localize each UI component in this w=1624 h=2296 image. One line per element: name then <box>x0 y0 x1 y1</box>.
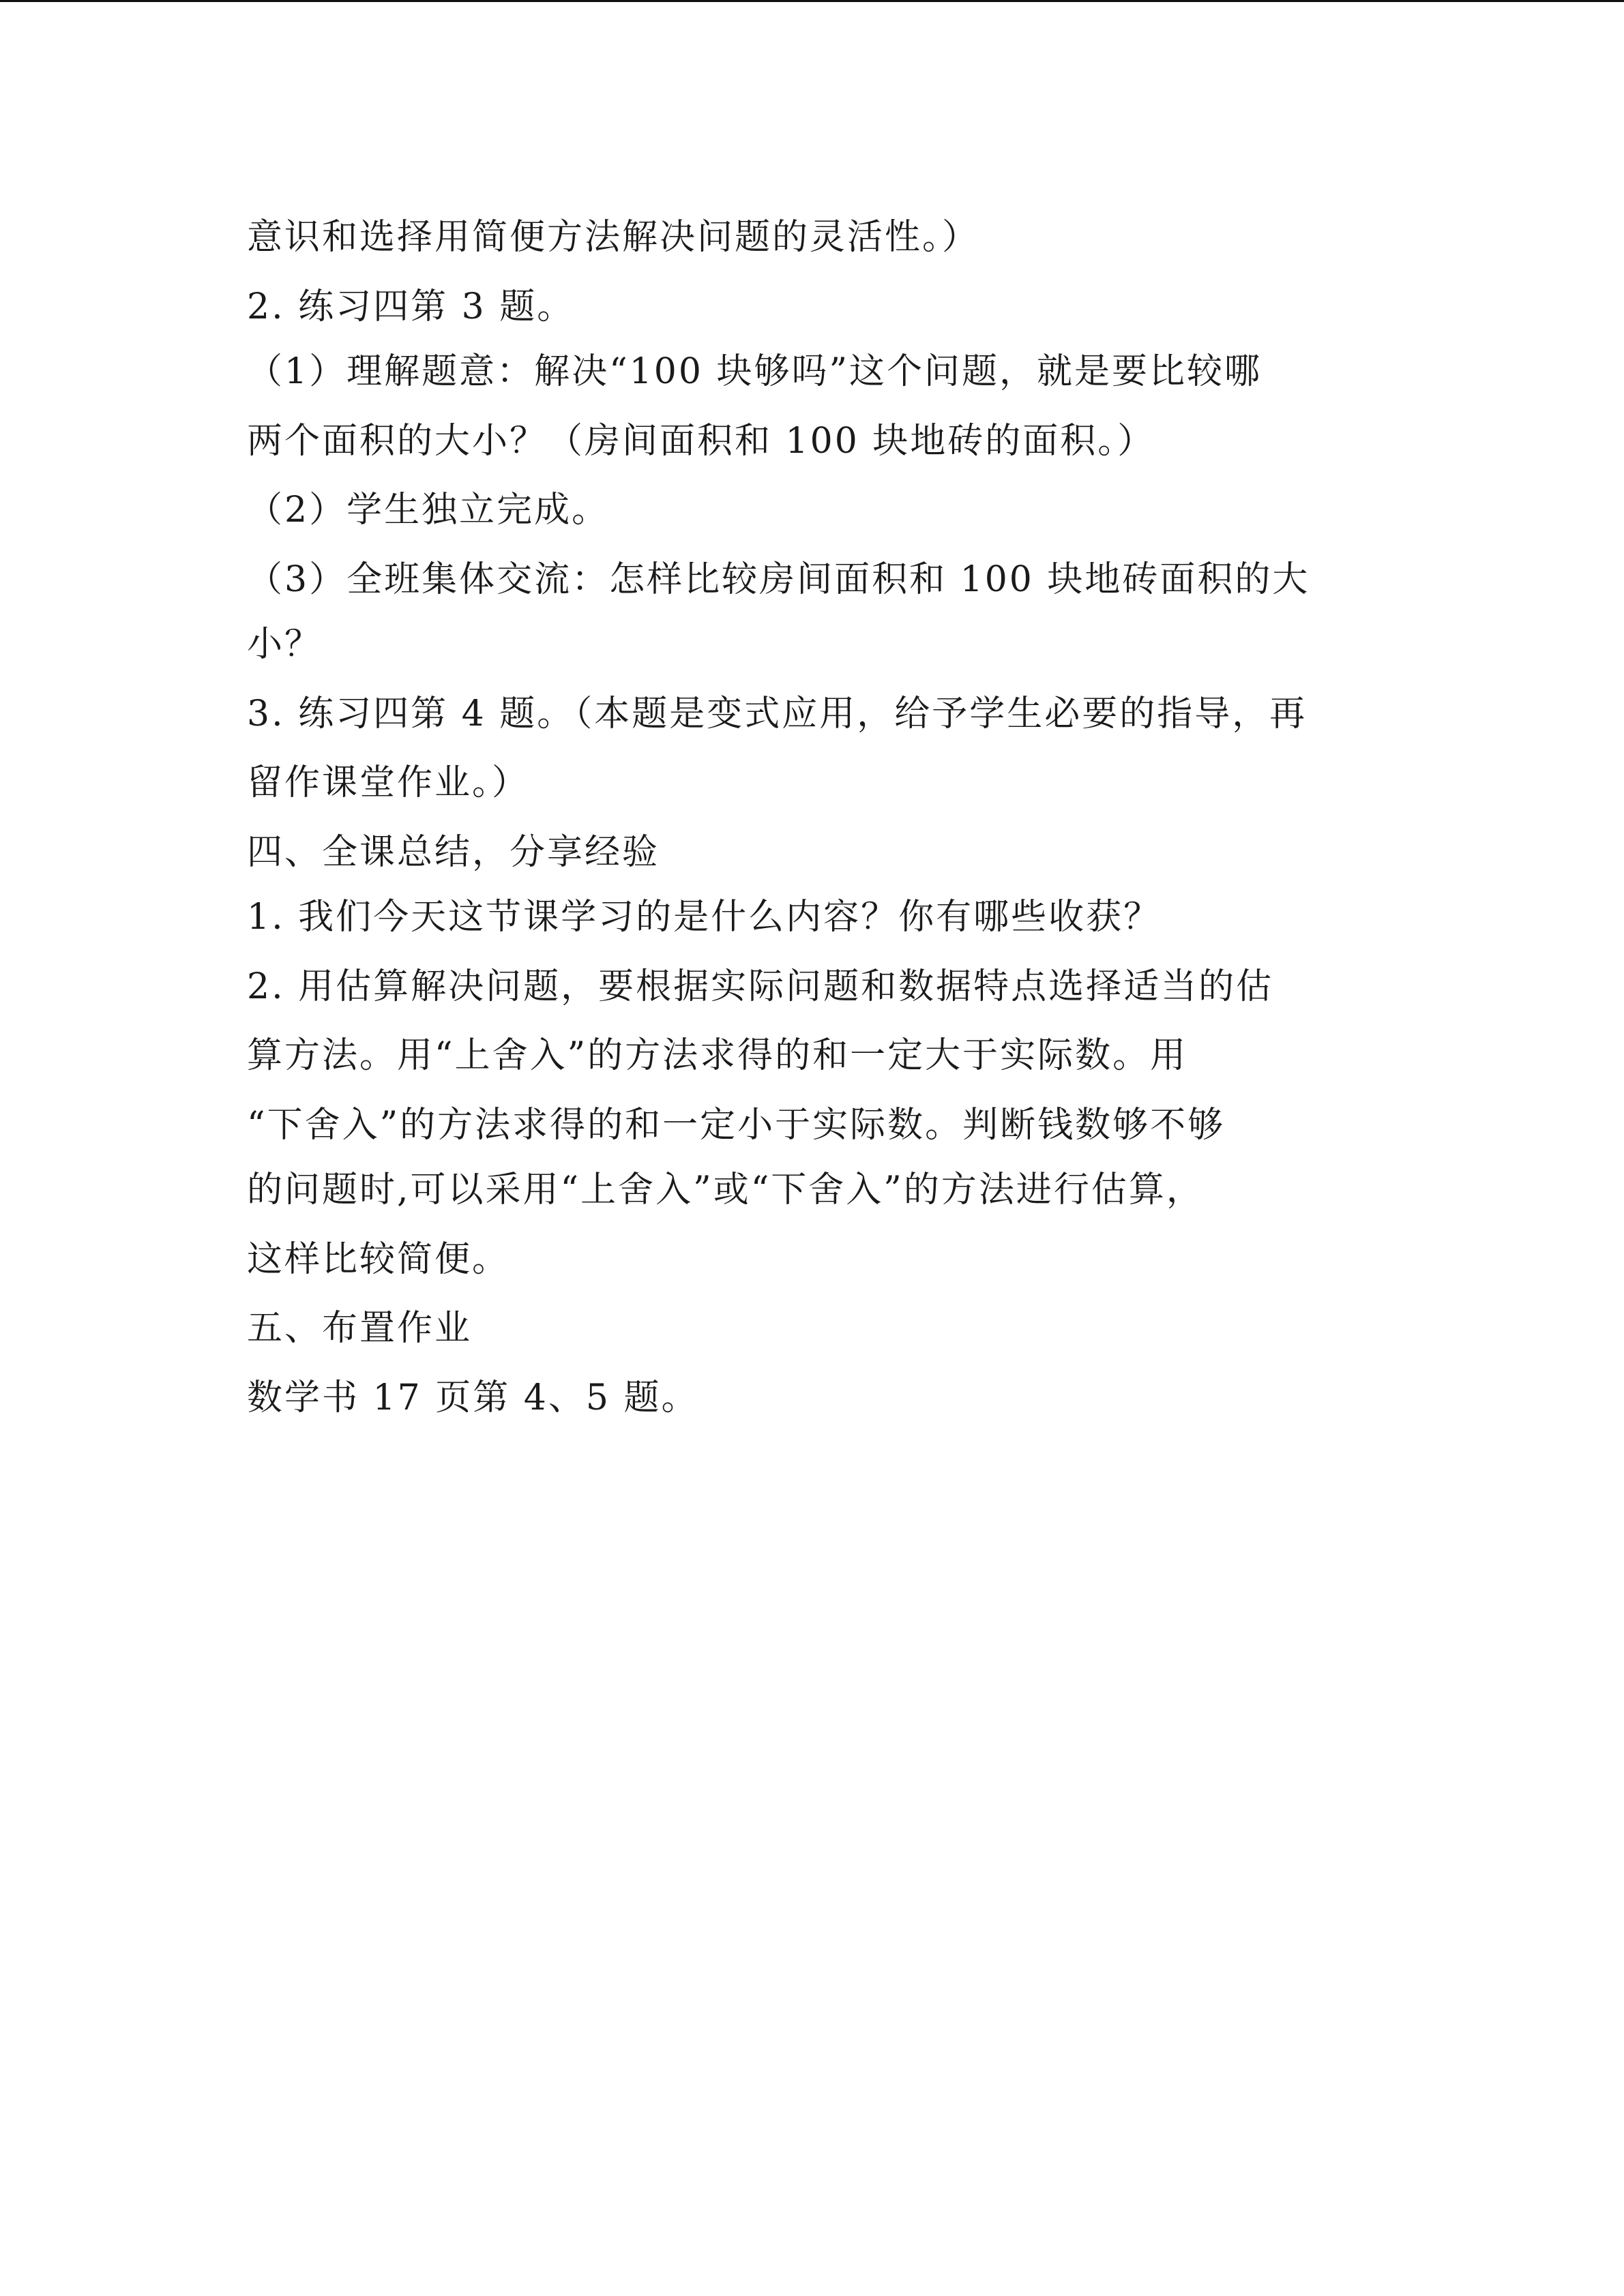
text-line: 数学书 17 页第 4、5 题。 <box>247 1377 699 1418</box>
text-line: 2. 用估算解决问题，要根据实际问题和数据特点选择适当的估 <box>247 966 1274 1007</box>
text-line: 2. 练习四第 3 题。 <box>247 286 575 327</box>
section-heading: 四、全课总结，分享经验 <box>247 832 660 873</box>
text-line: 留作课堂作业。） <box>247 762 530 803</box>
text-line: 这样比较简便。 <box>247 1239 510 1280</box>
text-line: 小？ <box>247 624 323 665</box>
text-line: 意识和选择用简便方法解决问题的灵活性。） <box>247 217 980 258</box>
text-line: 1. 我们今天这节课学习的是什么内容？你有哪些收获？ <box>247 897 1162 938</box>
text-line: （3）全班集体交流：怎样比较房间面积和 100 块地砖面积的大 <box>247 559 1310 600</box>
text-line: 两个面积的大小？（房间面积和 100 块地砖的面积。） <box>247 421 1155 462</box>
text-line: （1）理解题意：解决“100 块够吗”这个问题，就是要比较哪 <box>247 351 1263 392</box>
text-line: “下舍入”的方法求得的和一定小于实际数。判断钱数够不够 <box>247 1105 1226 1146</box>
section-heading: 五、布置作业 <box>247 1308 473 1349</box>
text-line: 算方法。用“上舍入”的方法求得的和一定大于实际数。用 <box>247 1035 1188 1076</box>
text-line: （2）学生独立完成。 <box>247 490 610 531</box>
text-line: 3. 练习四第 4 题。（本题是变式应用，给予学生必要的指导，再 <box>247 694 1308 734</box>
text-line: 的问题时,可以采用“上舍入”或“下舍入”的方法进行估算， <box>247 1169 1204 1210</box>
